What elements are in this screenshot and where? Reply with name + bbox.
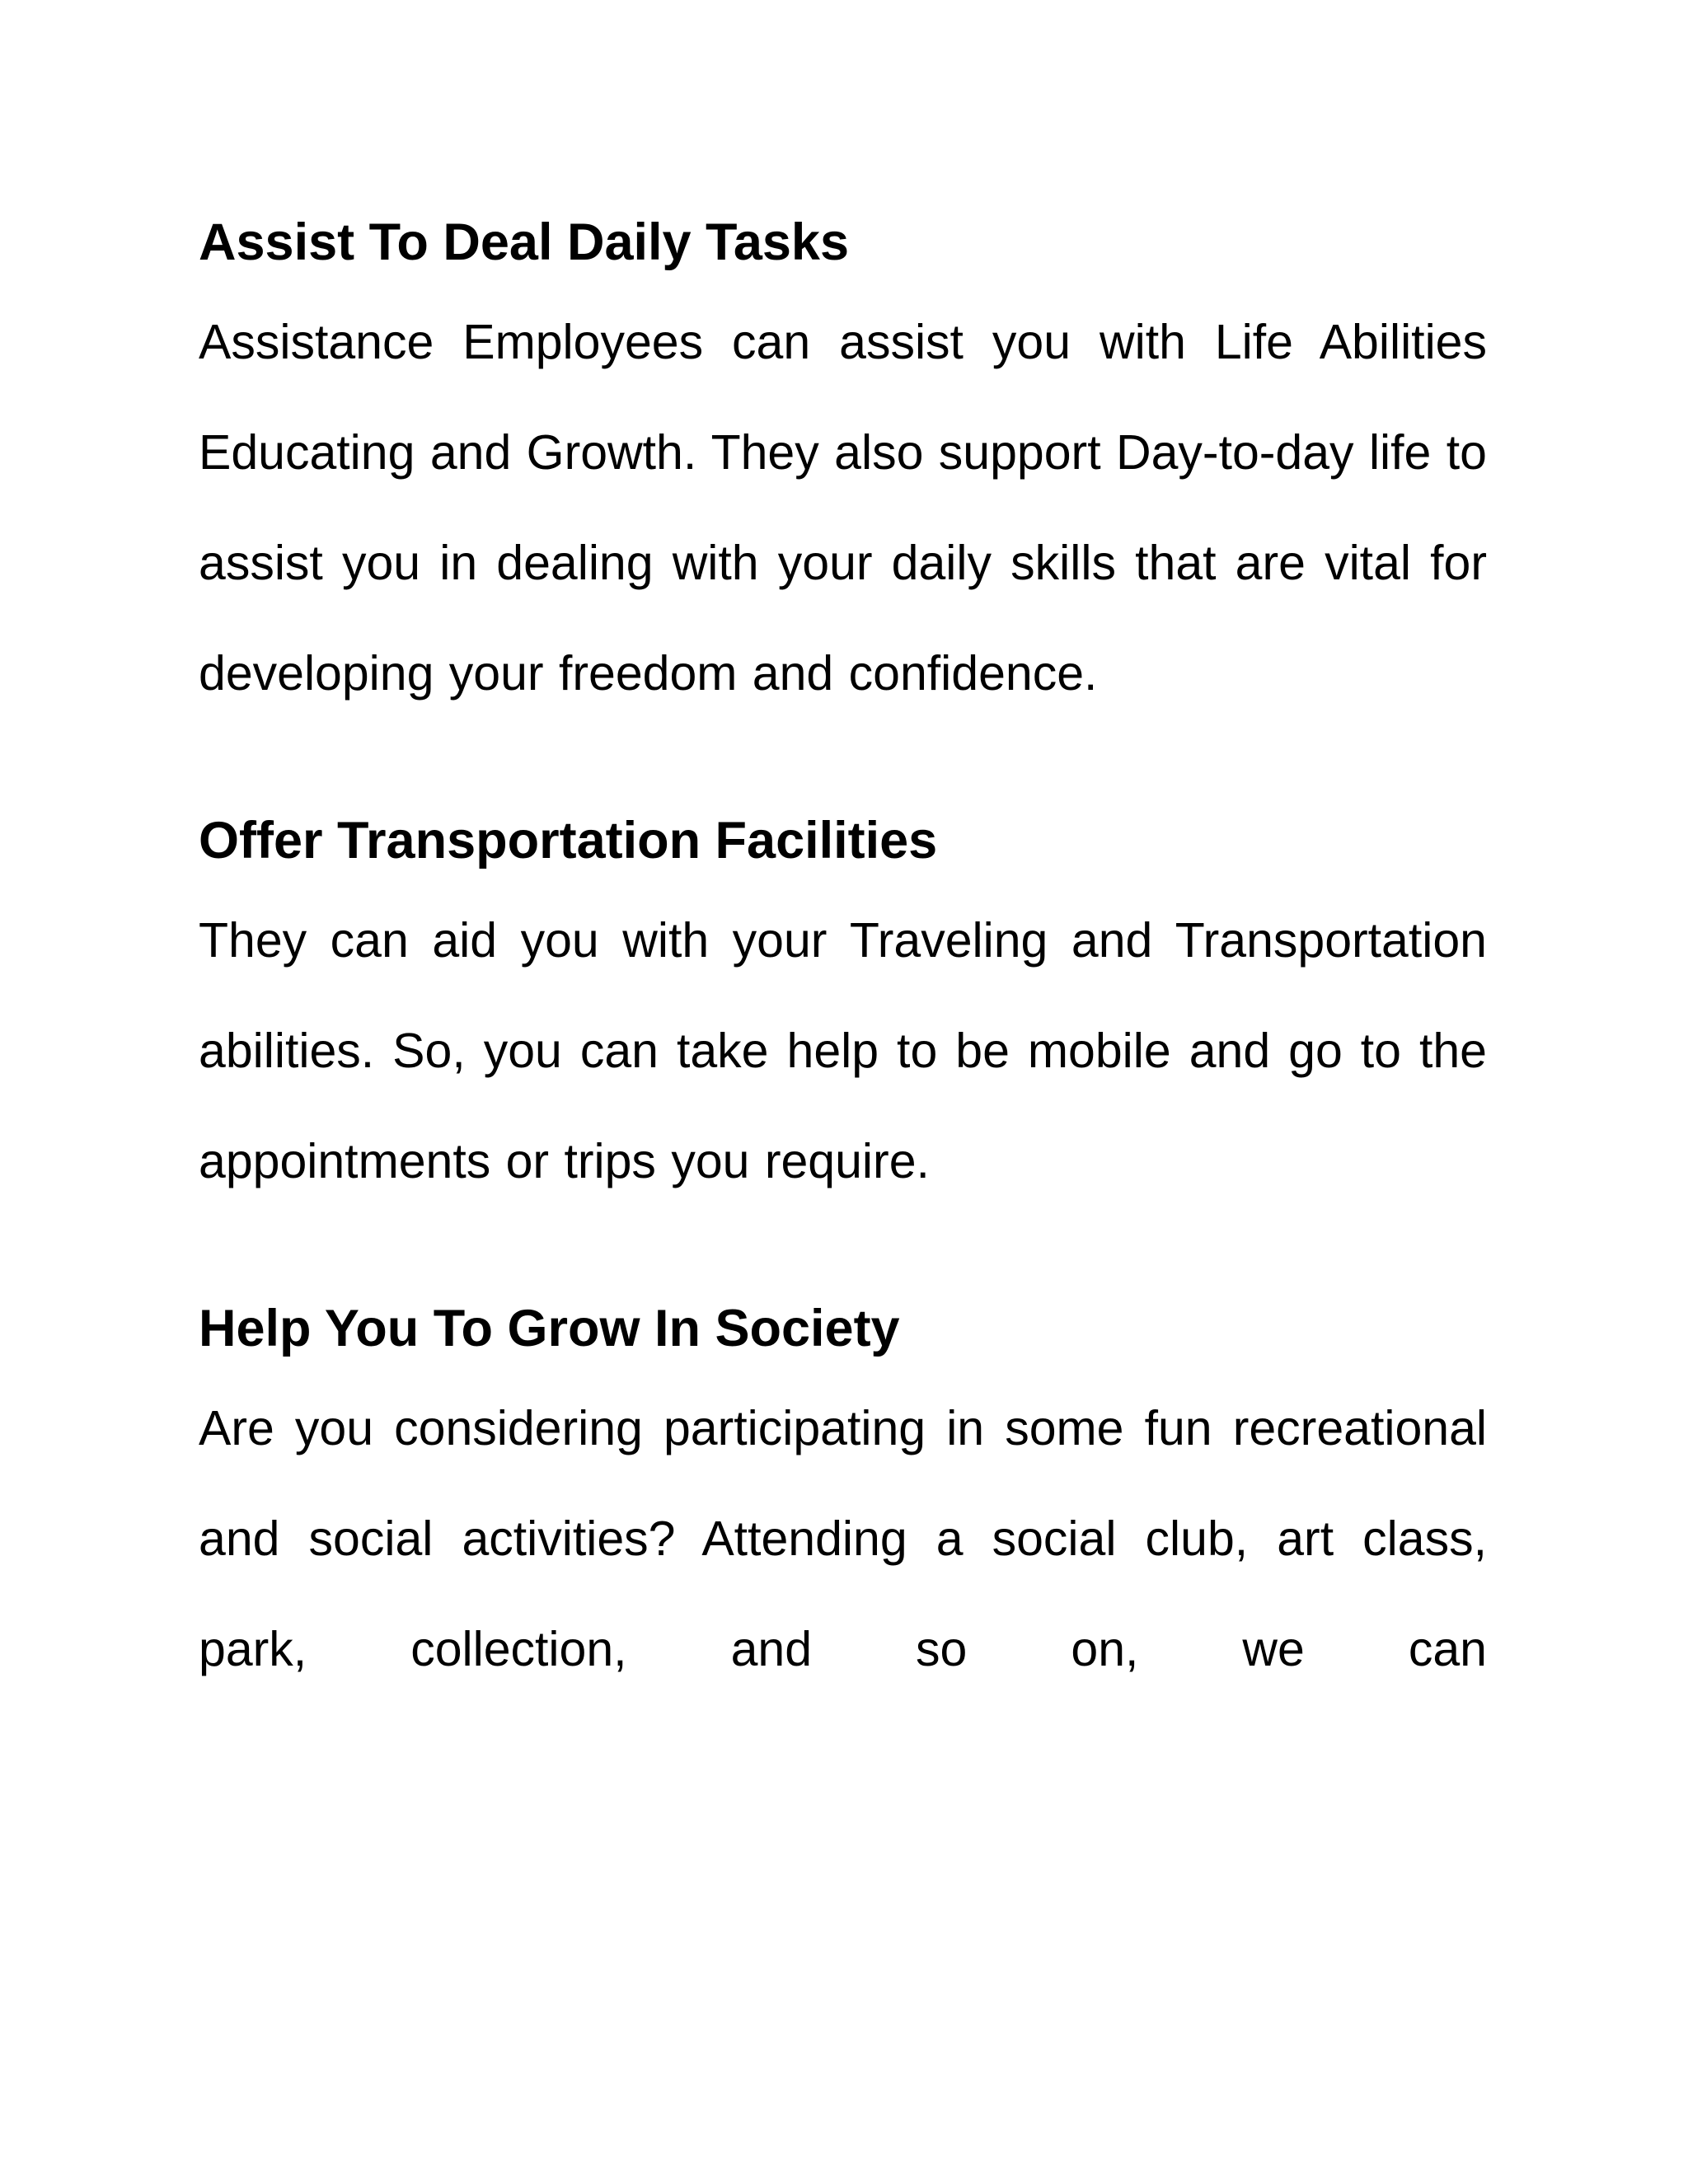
section-heading: Help You To Grow In Society [199, 1300, 900, 1357]
section-heading: Offer Transportation Facilities [199, 812, 938, 869]
section-heading: Assist To Deal Daily Tasks [199, 213, 850, 271]
section-body: Assistance Employees can assist you with Life Abilities Educating and Growth. They also support Day-to-day life to assist you in dealing with your daily skills that are vital for developing your freedom and confidence. [199, 315, 1487, 701]
section-body: Are you considering participating in some fun recreational and social activities? Attending a social club, art class, park, collection, and so on, we can [199, 1401, 1487, 1676]
section-daily-tasks [199, 198, 1487, 729]
section-society [199, 1284, 1487, 1704]
section-transportation [199, 796, 1487, 1216]
section-body: They can aid you with your Traveling and Transportation abilities. So, you can take help to be mobile and go to the appointments or trips you require. [199, 913, 1487, 1188]
document-content [199, 198, 1487, 1704]
